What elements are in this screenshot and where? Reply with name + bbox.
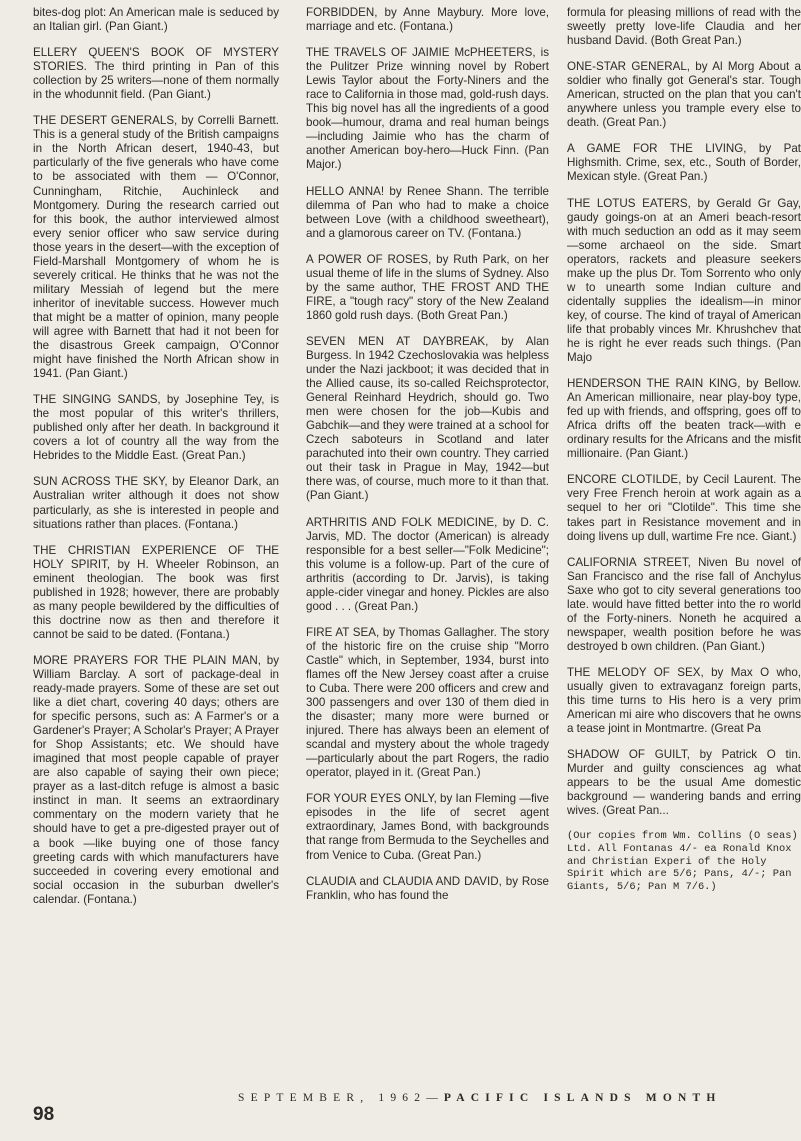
book-review-entry [306,185,549,241]
page-footer [0,1082,801,1141]
review-text: HENDERSON THE RAIN KING, by Bellow. An American millionaire, near play-boy type, fed up with friends, and offspring, goes off to Africa drifts off the beaten track—with e ordinary results for the Africans and the misfit millionaire. (Pan Giant.) [567,377,801,461]
book-review-entry [306,46,549,172]
review-text: THE MELODY OF SEX, by Max O who, usually given to extravaganz foreign parts, this time turns to His hero is a very prim American mi aire who discovers that he owns a tease joint in Montmartre. (Great Pa [567,665,801,736]
review-text: HELLO ANNA! by Renee Shann. The terrible dilemma of Pan who had to make a choice between Love (with a childhood sweetheart), and a glamorous career on TV. (Fontana.) [306,184,549,240]
middle-column [306,6,549,915]
review-text: THE TRAVELS OF JAIMIE McPHEETERS, is the Pulitzer Prize winning novel by Robert Lewis Taylor about the Forty-Niners and the race to California in those mad, gold-rush days. This big novel has all the ingredients of a good book—humour, drama and real human beings—including Jaimie who has the charm of another American boy-hero—Huck Finn. (Pan Major.) [306,46,549,172]
review-text: THE SINGING SANDS, by Josephine Tey, is the most popular of this writer's thrillers, published only after her death. In background it covers a lot of country all the way from the Hebrides to the Middle East. (Great Pan.) [33,393,279,463]
review-text: THE DESERT GENERALS, by Correlli Barnett. This is a general study of the British campaigns in the North African desert, 1940-43, but particularly of the five generals who have come to be associated with them — O'Connor, Cunningham, Ritchie, Auchinleck and Montgomery. During the research carried out for this book, the author interviewed almost every senior officer who saw service during those years in the desert—with the exception of Field-Marshall Montgomery of whom he is severely critical. He thinks that he was not the military Messiah of legend but the mere inheritor of inevitable success. However much that might be a matter of opinion, many people will agree with Barnett that had it not been for the disastrous Greek campaign, O'Connor might have finished the North African show in 1941. (Pan Giant.) [33,114,279,381]
book-review-entry [306,516,549,614]
running-head-date: SEPTEMBER, 1962— [238,1092,444,1104]
book-review-entry [306,626,549,781]
review-text: MORE PRAYERS FOR THE PLAIN MAN, by William Barclay. A sort of package-deal in ready-made prayers. Some of these are set out like a diet chart, covering 40 days; others are for specific persons, such as: A Farmer's or a Gardener's Prayer; A Scholar's Prayer; A Prayer for Shop Assistants; etc. We should have imagined that most people capable of prayer are also capable of saying their own piece; prayer as a last-ditch refuge is almost a basic instinct in man. It seems an extraordinary commentary on the modern variety that he should have to get a pre-digested prayer out of a book —like buying one of those fancy greeting cards with which manufacturers have succeeded in covering every emotional and social occasion in the suburban dweller's calendar. (Fontana.) [33,653,279,906]
review-text: ELLERY QUEEN'S BOOK OF MYSTERY STORIES. The third printing in Pan of this collection by 25 writers—none of them normally in the whodunnit field. (Pan Giant.) [33,46,279,102]
review-text: A GAME FOR THE LIVING, by Pat Highsmith. Crime, sex, etc., South of Border, Mexican style. (Great Pan.) [567,142,801,184]
book-review-entry [306,792,549,862]
review-text: FIRE AT SEA, by Thomas Gallagher. The story of the historic fire on the cruise ship "Morro Castle" which, in September, 1934, burst into flames off the New Jersey coast after a cruise to Cuba. There were 200 officers and crew and 300 passengers and over 130 of them died in the disaster; many more were burned or injured. There has always been an element of scandal and mystery about the whole tragedy—particularly about the part Rogers, the radio operator, played in it. (Great Pan.) [306,625,549,780]
book-review-entry [567,142,801,184]
book-review-entry [567,748,801,818]
page-number: 98 [33,1104,55,1125]
book-review-entry [33,654,279,907]
review-text: A POWER OF ROSES, by Ruth Park, on her usual theme of life in the slums of Sydney. Also by the same author, THE FROST AND THE FIRE, a "tough racy" story of the New Zealand 1860 gold rush days. (Both Great Pan.) [306,252,549,322]
book-review-entry [567,60,801,130]
review-text: ONE-STAR GENERAL, by Al Morg About a soldier who finally got General's star. Tough American, structed on the plan that you can't anywhere unless you trample every else to death. (Great Pan.) [567,60,801,130]
book-review-entry [33,114,279,381]
book-review-entry [567,377,801,461]
book-review-entry [306,875,549,903]
review-text: bites-dog plot: An American male is seduced by an Italian girl. (Pan Giant.) [33,6,279,34]
review-text: ARTHRITIS AND FOLK MEDICINE, by D. C. Jarvis, MD. The doctor (American) is already responsible for a best seller—"Folk Medicine"; this volume is a follow-up. Part of the cure of arthritis (according to Dr. Jarvis), is taking apple-cider vinegar and honey. Pickles are also good . . . (Great Pan.) [306,515,549,613]
book-review-entry [567,556,801,654]
book-review-entry [567,666,801,736]
book-review-entry [33,46,279,102]
book-review-entry [306,253,549,323]
book-review-entry [33,544,279,642]
review-text: FOR YOUR EYES ONLY, by Ian Fleming —five episodes in the life of secret agent extraordinary, James Bond, with backgrounds that range from Bermuda to the Seychelles and from Venice to Cuba. (Great Pan.) [306,792,549,862]
book-review-entry [567,6,801,48]
book-review-entry [33,475,279,531]
review-text: FORBIDDEN, by Anne Maybury. More love, marriage and etc. (Fontana.) [306,6,549,34]
price-footnote: (Our copies from Wm. Collins (O seas) Ltd. All Fontanas 4/- ea Ronald Knox and Christian Experi of the Holy Spirit which are 5/6; Pans, 4/-; Pan Giants, 5/6; Pan M 7/6.) [567,830,798,893]
review-text: THE LOTUS EATERS, by Gerald Gr Gay, gaudy goings-on at an Ameri beach-resort with much seduction an odd as it may seem—some archaeol on the side. Smart operators, rackets and pleasure seekers make up the plus Dr. Tom Sorrento who only w to unearth some Indian culture and cidentally supplies the idealism—in minor key, of course. The kind of trayal of American life that probably vinces Mr. Khrushchev that he is right he ever reads such things. (Pan Majo [567,196,801,365]
right-column [567,6,801,893]
review-text: SHADOW OF GUILT, by Patrick O tin. Murder and guilty consciences ag what appears to be the usual Ame domestic background — wandering bands and erring wives. (Great Pan... [567,748,801,818]
book-review-entry [306,6,549,34]
running-head [238,1092,722,1104]
book-review-entry [33,393,279,463]
book-review-entry [306,335,549,504]
book-review-entry [567,473,801,543]
running-head-title: PACIFIC ISLANDS MONTH [443,1092,722,1104]
review-text: THE CHRISTIAN EXPERIENCE OF THE HOLY SPIRIT, by H. Wheeler Robinson, an eminent theologian. The book was first published in 1928; however, there are probably as many people bewildered by the difficulties of this doctrine now as then and therefore it cannot be said to be dated. (Fontana.) [33,543,279,641]
review-text: formula for pleasing millions of read with the sweetly pretty love-life Claudia and her husband David. (Both Great Pan.) [567,6,801,48]
review-text: SUN ACROSS THE SKY, by Eleanor Dark, an Australian writer although it does not show particularly, as she is interested in people and situations rather than places. (Fontana.) [33,475,279,531]
book-review-entry [567,197,801,366]
review-text: CALIFORNIA STREET, Niven Bu novel of San Francisco and the rise fall of Anchylus Saxe who got to city several generations too late. would have fitted better into the ro world of the Forty-niners. Noneth he acquired a newspaper, wealth position before he was destroyed b own children. (Pan Giant.) [567,555,801,653]
review-text: CLAUDIA and CLAUDIA AND DAVID, by Rose Franklin, who has found the [306,874,549,902]
review-text: ENCORE CLOTILDE, by Cecil Laurent. The very Free French heroin at work again as a sequel to her ori "Clotilde". This time she takes part in Resistance movement and in doing livens up dull, wartime Fre nce. Giant.) [567,473,801,543]
review-text: SEVEN MEN AT DAYBREAK, by Alan Burgess. In 1942 Czechoslovakia was helpless under the Nazi jackboot; it was decided that in the Allied cause, its so-called Reichsprotector, General Reinhard Heydrich, should go. Two men were chosen for the job—Kubis and Gabchik—and they were trained at a school for Czech saboteurs in Scotland and later parachuted into their own country. They carried out their task in Prague in May, 1942—but there was, of course, much more to it than that. (Pan Giant.) [306,334,549,503]
book-review-entry [33,6,279,34]
left-column [33,6,279,919]
